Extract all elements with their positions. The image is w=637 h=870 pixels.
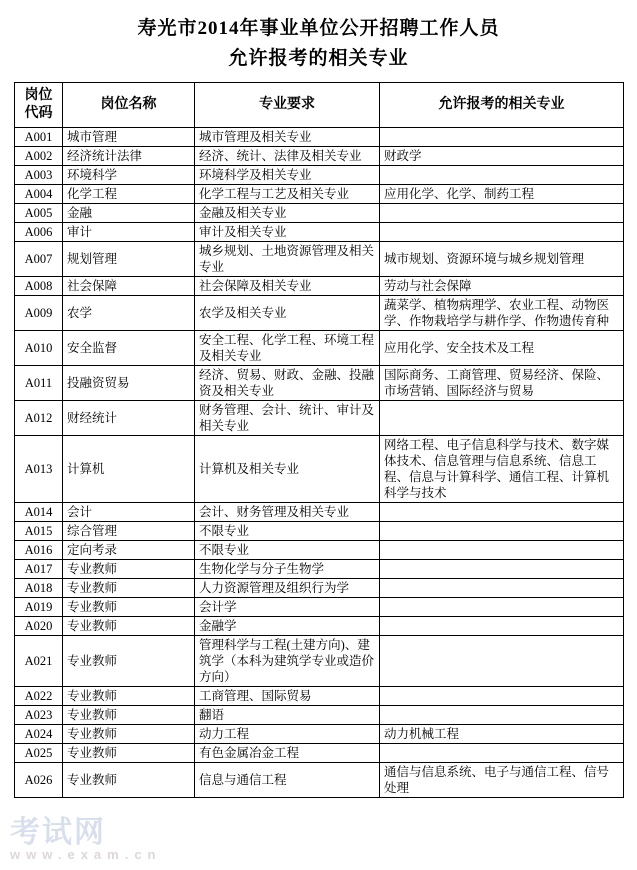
cell-code: A017: [15, 560, 63, 579]
cell-allowed: 应用化学、安全技术及工程: [380, 331, 624, 366]
cell-code: A021: [15, 636, 63, 687]
cell-name: 定向考录: [63, 541, 195, 560]
table-row: [15, 331, 624, 366]
cell-name: 城市管理: [63, 128, 195, 147]
header-requirement: 专业要求: [195, 83, 380, 128]
cell-requirement: 城乡规划、土地资源管理及相关专业: [195, 242, 380, 277]
cell-name: 专业教师: [63, 579, 195, 598]
cell-code: A005: [15, 204, 63, 223]
cell-name: 计算机: [63, 436, 195, 503]
cell-allowed: [380, 598, 624, 617]
cell-allowed: 通信与信息系统、电子与通信工程、信号处理: [380, 763, 624, 798]
watermark: [10, 807, 162, 862]
cell-allowed: [380, 579, 624, 598]
cell-requirement: 动力工程: [195, 725, 380, 744]
table-row: [15, 401, 624, 436]
cell-name: 经济统计法律: [63, 147, 195, 166]
cell-requirement: 计算机及相关专业: [195, 436, 380, 503]
cell-name: 会计: [63, 503, 195, 522]
table-row: [15, 687, 624, 706]
cell-allowed: [380, 687, 624, 706]
cell-requirement: 城市管理及相关专业: [195, 128, 380, 147]
cell-requirement: 生物化学与分子生物学: [195, 560, 380, 579]
table-row: [15, 185, 624, 204]
cell-code: A026: [15, 763, 63, 798]
table-row: [15, 598, 624, 617]
cell-requirement: 化学工程与工艺及相关专业: [195, 185, 380, 204]
cell-requirement: 财务管理、会计、统计、审计及相关专业: [195, 401, 380, 436]
cell-name: 投融资贸易: [63, 366, 195, 401]
cell-requirement: 会计、财务管理及相关专业: [195, 503, 380, 522]
cell-code: A007: [15, 242, 63, 277]
cell-name: 综合管理: [63, 522, 195, 541]
cell-code: A013: [15, 436, 63, 503]
header-name: 岗位名称: [63, 83, 195, 128]
cell-name: 专业教师: [63, 636, 195, 687]
cell-requirement: 金融学: [195, 617, 380, 636]
cell-allowed: 动力机械工程: [380, 725, 624, 744]
cell-allowed: 财政学: [380, 147, 624, 166]
cell-requirement: 工商管理、国际贸易: [195, 687, 380, 706]
cell-allowed: 城市规划、资源环境与城乡规划管理: [380, 242, 624, 277]
table-row: [15, 166, 624, 185]
header-code: [15, 83, 63, 128]
cell-requirement: 环境科学及相关专业: [195, 166, 380, 185]
cell-allowed: [380, 522, 624, 541]
cell-code: A011: [15, 366, 63, 401]
cell-code: A016: [15, 541, 63, 560]
table-row: [15, 522, 624, 541]
cell-name: 专业教师: [63, 598, 195, 617]
cell-requirement: 不限专业: [195, 522, 380, 541]
table-row: [15, 725, 624, 744]
cell-allowed: [380, 401, 624, 436]
cell-name: 专业教师: [63, 617, 195, 636]
cell-requirement: 经济、贸易、财政、金融、投融资及相关专业: [195, 366, 380, 401]
cell-name: 社会保障: [63, 277, 195, 296]
cell-allowed: [380, 541, 624, 560]
table-row: [15, 763, 624, 798]
cell-allowed: [380, 560, 624, 579]
cell-code: A004: [15, 185, 63, 204]
cell-requirement: 翻语: [195, 706, 380, 725]
watermark-sub: www.exam.cn: [10, 847, 162, 862]
cell-name: 审计: [63, 223, 195, 242]
cell-code: A010: [15, 331, 63, 366]
cell-allowed: [380, 503, 624, 522]
cell-code: A019: [15, 598, 63, 617]
table-header-row: [15, 83, 624, 128]
cell-allowed: 应用化学、化学、制药工程: [380, 185, 624, 204]
table-row: [15, 204, 624, 223]
cell-name: 安全监督: [63, 331, 195, 366]
cell-code: A006: [15, 223, 63, 242]
table-row: [15, 503, 624, 522]
table-row: [15, 636, 624, 687]
cell-name: 化学工程: [63, 185, 195, 204]
cell-code: A023: [15, 706, 63, 725]
table-row: [15, 706, 624, 725]
cell-code: A022: [15, 687, 63, 706]
cell-requirement: 社会保障及相关专业: [195, 277, 380, 296]
cell-allowed: [380, 744, 624, 763]
cell-allowed: 劳动与社会保障: [380, 277, 624, 296]
cell-allowed: [380, 223, 624, 242]
cell-code: A018: [15, 579, 63, 598]
cell-requirement: 有色金属冶金工程: [195, 744, 380, 763]
cell-requirement: 人力资源管理及组织行为学: [195, 579, 380, 598]
cell-name: 专业教师: [63, 725, 195, 744]
majors-table: [14, 82, 624, 798]
cell-name: 农学: [63, 296, 195, 331]
table-row: [15, 744, 624, 763]
cell-requirement: 经济、统计、法律及相关专业: [195, 147, 380, 166]
table-row: [15, 277, 624, 296]
header-allowed: 允许报考的相关专业: [380, 83, 624, 128]
title-line-2: 允许报考的相关专业: [228, 48, 409, 69]
cell-allowed: 蔬菜学、植物病理学、农业工程、动物医学、作物栽培学与耕作学、作物遗传育种: [380, 296, 624, 331]
cell-name: 专业教师: [63, 744, 195, 763]
watermark-text: 考试网: [10, 816, 106, 849]
cell-name: 专业教师: [63, 560, 195, 579]
table-row: [15, 147, 624, 166]
cell-allowed: [380, 128, 624, 147]
cell-allowed: [380, 706, 624, 725]
page-title: [14, 14, 623, 74]
cell-allowed: [380, 166, 624, 185]
cell-allowed: [380, 204, 624, 223]
header-code-line2: 代码: [24, 106, 53, 121]
cell-code: A024: [15, 725, 63, 744]
table-row: [15, 579, 624, 598]
cell-name: 专业教师: [63, 706, 195, 725]
title-line-1: 寿光市2014年事业单位公开招聘工作人员: [137, 18, 500, 39]
cell-allowed: 国际商务、工商管理、贸易经济、保险、市场营销、国际经济与贸易: [380, 366, 624, 401]
cell-code: A015: [15, 522, 63, 541]
table-row: [15, 560, 624, 579]
table-row: [15, 128, 624, 147]
cell-name: 财经统计: [63, 401, 195, 436]
cell-requirement: 管理科学与工程(土建方向)、建筑学（本科为建筑学专业或造价方向）: [195, 636, 380, 687]
cell-code: A003: [15, 166, 63, 185]
cell-name: 专业教师: [63, 763, 195, 798]
cell-name: 环境科学: [63, 166, 195, 185]
cell-code: A025: [15, 744, 63, 763]
table-row: [15, 296, 624, 331]
cell-requirement: 不限专业: [195, 541, 380, 560]
cell-name: 专业教师: [63, 687, 195, 706]
cell-code: A014: [15, 503, 63, 522]
cell-code: A001: [15, 128, 63, 147]
table-row: [15, 223, 624, 242]
cell-code: A012: [15, 401, 63, 436]
table-row: [15, 541, 624, 560]
cell-code: A008: [15, 277, 63, 296]
cell-requirement: 金融及相关专业: [195, 204, 380, 223]
cell-code: A002: [15, 147, 63, 166]
header-code-line1: 岗位: [24, 88, 53, 103]
cell-code: A009: [15, 296, 63, 331]
cell-requirement: 会计学: [195, 598, 380, 617]
cell-allowed: 网络工程、电子信息科学与技术、数字媒体技术、信息管理与信息系统、信息工程、信息与计算科学、通信工程、计算机科学与技术: [380, 436, 624, 503]
cell-requirement: 安全工程、化学工程、环境工程及相关专业: [195, 331, 380, 366]
table-row: [15, 366, 624, 401]
cell-allowed: [380, 636, 624, 687]
cell-name: 金融: [63, 204, 195, 223]
table-row: [15, 242, 624, 277]
cell-requirement: 农学及相关专业: [195, 296, 380, 331]
cell-allowed: [380, 617, 624, 636]
table-row: [15, 436, 624, 503]
cell-requirement: 审计及相关专业: [195, 223, 380, 242]
cell-name: 规划管理: [63, 242, 195, 277]
cell-requirement: 信息与通信工程: [195, 763, 380, 798]
cell-code: A020: [15, 617, 63, 636]
table-row: [15, 617, 624, 636]
